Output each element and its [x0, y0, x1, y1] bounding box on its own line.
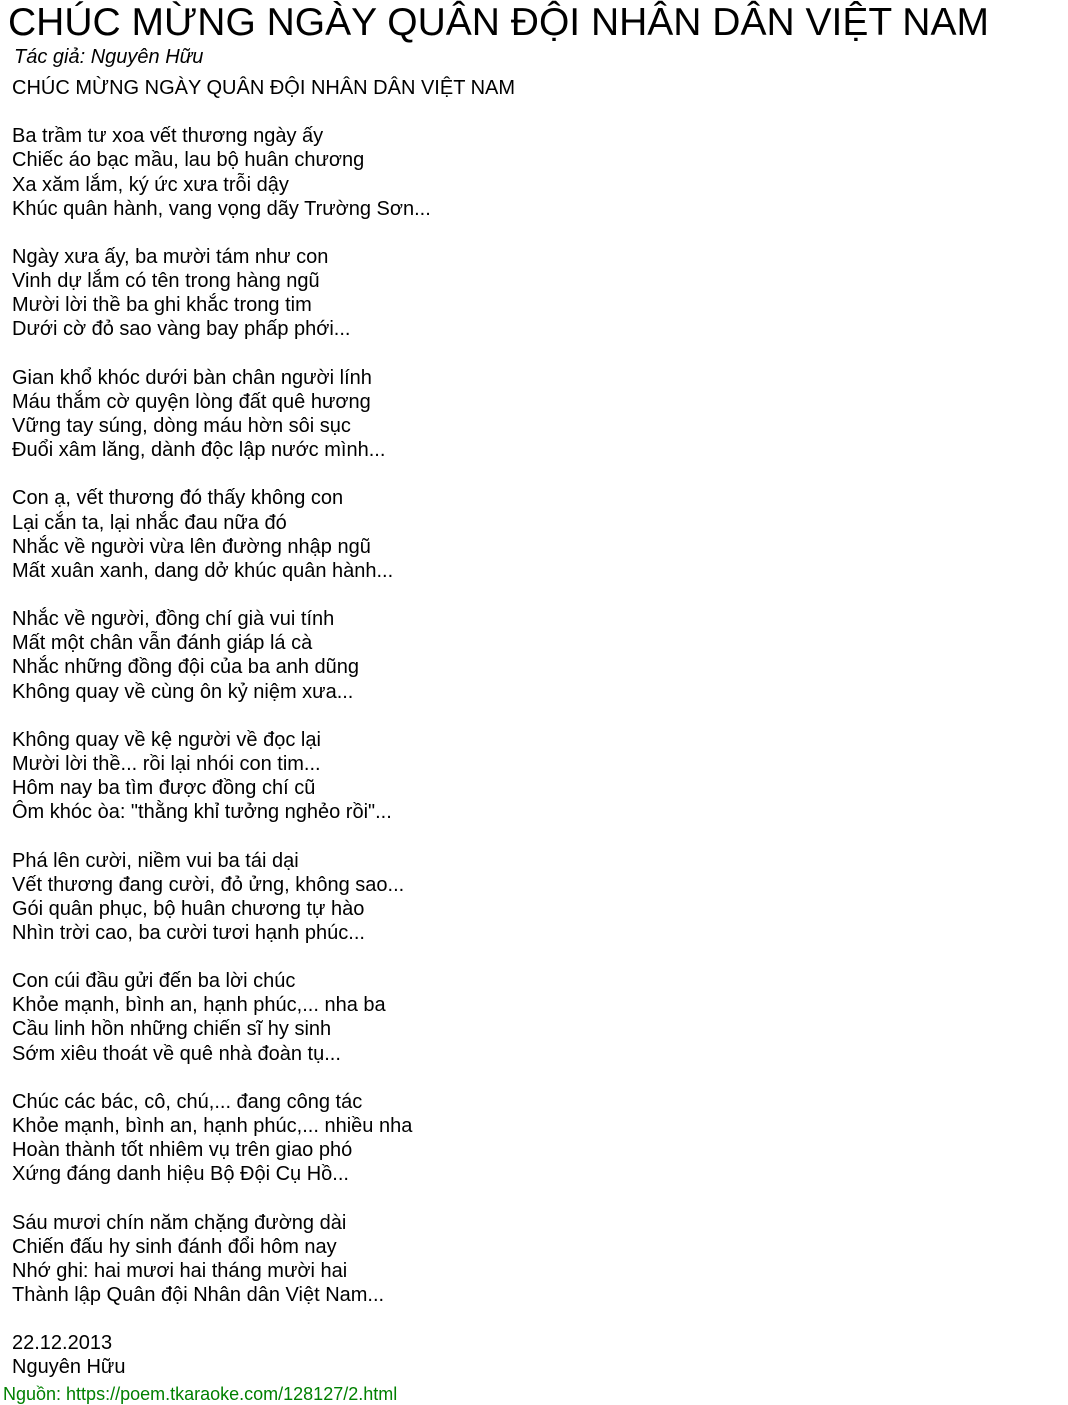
stanza [12, 969, 515, 1090]
poem-line: Cầu linh hồn những chiến sĩ hy sinh [12, 1018, 332, 1041]
stanza-gap [12, 462, 515, 486]
poem-line: Nhìn trời cao, ba cười tươi hạnh phúc... [12, 921, 365, 944]
poem-line: Mười lời thề ba ghi khắc trong tim [12, 294, 312, 317]
stanza [12, 1211, 515, 1332]
poem-line: Mười lời thề... rồi lại nhói con tim... [12, 752, 321, 775]
poem-line: Chiếc áo bạc mầu, lau bộ huân chương [12, 149, 365, 172]
poem-line: Sáu mươi chín năm chặng đường dài [12, 1211, 347, 1234]
stanza-gap [12, 583, 515, 607]
stanza [12, 607, 515, 728]
stanza-gap [12, 221, 515, 245]
poem-line: Hôm nay ba tìm được đồng chí cũ [12, 777, 316, 800]
poem-line: Nhắc về người vừa lên đường nhập ngũ [12, 535, 371, 558]
poem-line: Ngày xưa ấy, ba mười tám như con [12, 245, 329, 268]
poem-line: Lại cắn ta, lại nhắc đau nữa đó [12, 511, 287, 534]
poem-line: Không quay về kệ người về đọc lại [12, 728, 321, 751]
stanza-gap [12, 1186, 515, 1210]
poem-line: Gian khổ khóc dưới bàn chân người lính [12, 366, 372, 389]
poem-line: Khúc quân hành, vang vọng dãy Trường Sơn... [12, 197, 431, 220]
stanza-gap [12, 1066, 515, 1090]
poem-line: Con ạ, vết thương đó thấy không con [12, 487, 344, 510]
poem-line: Không quay về cùng ôn kỷ niệm xưa... [12, 680, 354, 703]
poem-line: Mất xuân xanh, dang dở khúc quân hành... [12, 559, 394, 582]
poem-line: Xứng đáng danh hiệu Bộ Đội Cụ Hồ... [12, 1163, 349, 1186]
poem-subtitle: CHÚC MỪNG NGÀY QUÂN ĐỘI NHÂN DÂN VIỆT NAM [12, 77, 516, 99]
poem-line: Thành lập Quân đội Nhân dân Việt Nam... [12, 1284, 385, 1307]
page-title: CHÚC MỪNG NGÀY QUÂN ĐỘI NHÂN DÂN VIỆT NAM [8, 1, 989, 44]
poem-line: Nhắc về người, đồng chí già vui tính [12, 608, 335, 631]
poem-line: Chiến đấu hy sinh đánh đổi hôm nay [12, 1235, 337, 1258]
source-line [3, 1383, 397, 1405]
stanza [12, 245, 515, 366]
stanza-gap [12, 704, 515, 728]
stanza-gap [12, 342, 515, 366]
poem-line: Ba trầm tư xoa vết thương ngày ấy [12, 125, 324, 148]
author-line: Tác giả: Nguyên Hữu [14, 46, 204, 68]
poem-line: Máu thắm cờ quyện lòng đất quê hương [12, 390, 371, 413]
poem-line: Sớm xiêu thoát về quê nhà đoàn tụ... [12, 1042, 341, 1065]
poem-line: Chúc các bác, cô, chú,... đang công tác [12, 1090, 363, 1113]
stanza [12, 849, 515, 970]
poem-stanzas [12, 124, 515, 1331]
poem-line: Xa xăm lắm, ký ức xưa trỗi dậy [12, 173, 289, 196]
poem-line: Đuổi xâm lăng, dành độc lập nước mình... [12, 439, 386, 462]
poem-line: Vết thương đang cười, đỏ ửng, không sao... [12, 873, 405, 896]
source-link[interactable]: https://poem.tkaraoke.com/128127/2.html [66, 1384, 398, 1404]
poem-date: 22.12.2013 [12, 1332, 113, 1355]
poem-signature: Nguyên Hữu [12, 1356, 126, 1379]
stanza-gap [12, 1307, 515, 1331]
stanza-gap [12, 945, 515, 969]
poem-line: Ôm khóc òa: "thằng khỉ tưởng nghẻo rồi"... [12, 801, 392, 824]
stanza-gap [12, 824, 515, 848]
poem-body [12, 76, 515, 1380]
poem-line: Nhắc những đồng đội của ba anh dũng [12, 656, 360, 679]
poem-line: Khỏe mạnh, bình an, hạnh phúc,... nha ba [12, 994, 386, 1017]
stanza [12, 124, 515, 245]
poem-line: Vững tay súng, dòng máu hờn sôi sục [12, 414, 351, 437]
stanza [12, 1090, 515, 1211]
stanza [12, 728, 515, 849]
poem-line: Con cúi đầu gửi đến ba lời chúc [12, 970, 296, 993]
poem-line: Dưới cờ đỏ sao vàng bay phấp phới... [12, 318, 351, 341]
stanza-gap [12, 100, 515, 124]
poem-line: Nhớ ghi: hai mươi hai tháng mười hai [12, 1259, 348, 1282]
stanza [12, 486, 515, 607]
poem-line: Gói quân phục, bộ huân chương tự hào [12, 897, 365, 920]
stanza [12, 366, 515, 487]
poem-line: Khỏe mạnh, bình an, hạnh phúc,... nhiều nha [12, 1115, 413, 1138]
poem-line: Phá lên cười, niềm vui ba tái dại [12, 849, 299, 872]
poem-line: Mất một chân vẫn đánh giáp lá cà [12, 632, 313, 655]
source-label: Nguồn: [3, 1384, 67, 1404]
poem-line: Hoàn thành tốt nhiêm vụ trên giao phó [12, 1139, 353, 1162]
poem-line: Vinh dự lắm có tên trong hàng ngũ [12, 270, 320, 293]
